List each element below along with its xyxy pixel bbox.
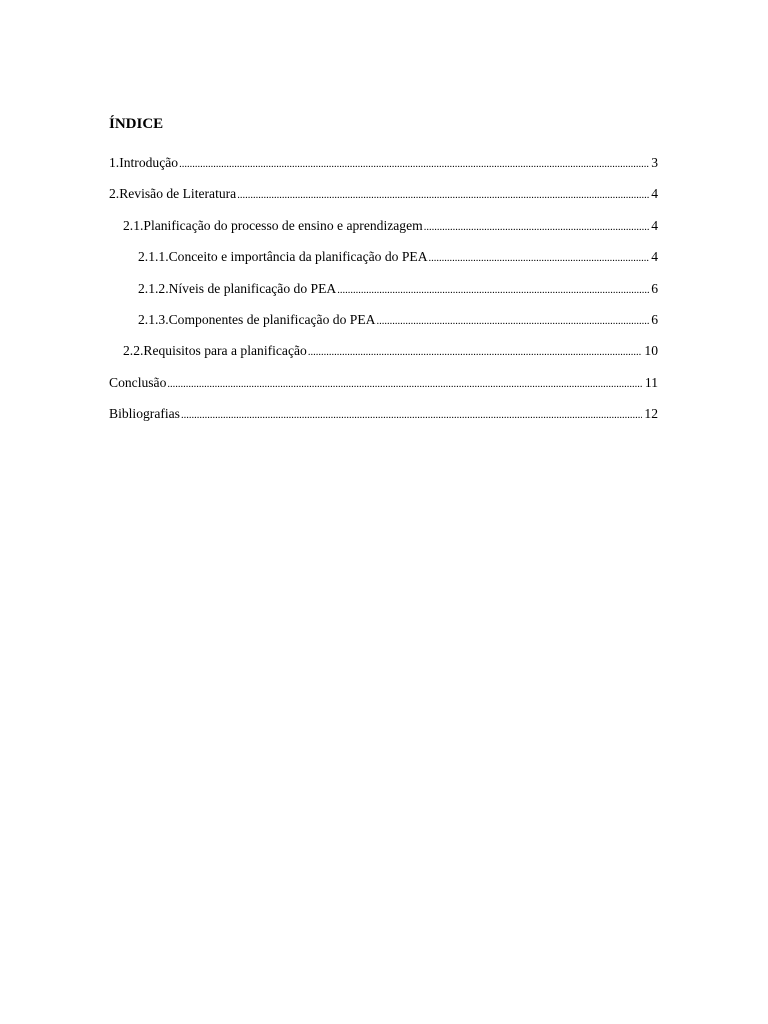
toc-entry-componentes-planificacao[interactable] [109, 310, 658, 341]
dot-leader [376, 312, 649, 332]
dot-leader [424, 218, 649, 238]
toc-entry-conclusao[interactable] [109, 373, 658, 404]
toc-entry-requisitos[interactable] [109, 341, 658, 372]
dot-leader [179, 155, 649, 175]
toc-entry-niveis-planificacao[interactable] [109, 279, 658, 310]
table-of-contents [109, 153, 658, 436]
toc-page-number: 4 [651, 186, 658, 202]
toc-entry-revisao-literatura[interactable] [109, 184, 658, 215]
dot-leader [181, 406, 642, 426]
dot-leader [237, 186, 649, 206]
dot-leader [167, 375, 643, 395]
dot-leader [429, 249, 650, 269]
dot-leader [308, 343, 643, 363]
toc-page-number: 4 [651, 217, 658, 233]
toc-entry-text: 2.1.3.Componentes de planificação do PEA [138, 311, 376, 327]
toc-entry-text: 2.1.1.Conceito e importância da planificação do PEA [138, 249, 428, 265]
toc-entry-planificacao-processo[interactable] [109, 216, 658, 247]
toc-page-number: 11 [644, 374, 658, 390]
toc-page-number: 4 [651, 249, 658, 265]
toc-page-number: 12 [644, 406, 658, 422]
toc-entry-text: Bibliografias [109, 406, 180, 422]
dot-leader [337, 281, 649, 301]
toc-title: ÍNDICE [109, 116, 164, 132]
toc-entry-text: 2.1.Planificação do processo de ensino e aprendizagem [123, 217, 423, 233]
toc-entry-introducao[interactable] [109, 153, 658, 184]
toc-entry-text: 2.2.Requisitos para a planificação [123, 343, 307, 359]
toc-entry-text: 2.1.2.Níveis de planificação do PEA [138, 280, 337, 296]
toc-page-number: 6 [651, 311, 658, 327]
toc-entry-text: 1.Introdução [109, 155, 179, 170]
toc-page-number: 3 [651, 155, 658, 170]
toc-entry-bibliografias[interactable] [109, 404, 658, 435]
toc-entry-text: Conclusão [109, 374, 167, 390]
toc-entry-text: 2.Revisão de Literatura [109, 186, 237, 202]
toc-page-number: 10 [644, 343, 658, 359]
toc-page-number: 6 [651, 280, 658, 296]
toc-entry-conceito-importancia[interactable] [109, 247, 658, 278]
